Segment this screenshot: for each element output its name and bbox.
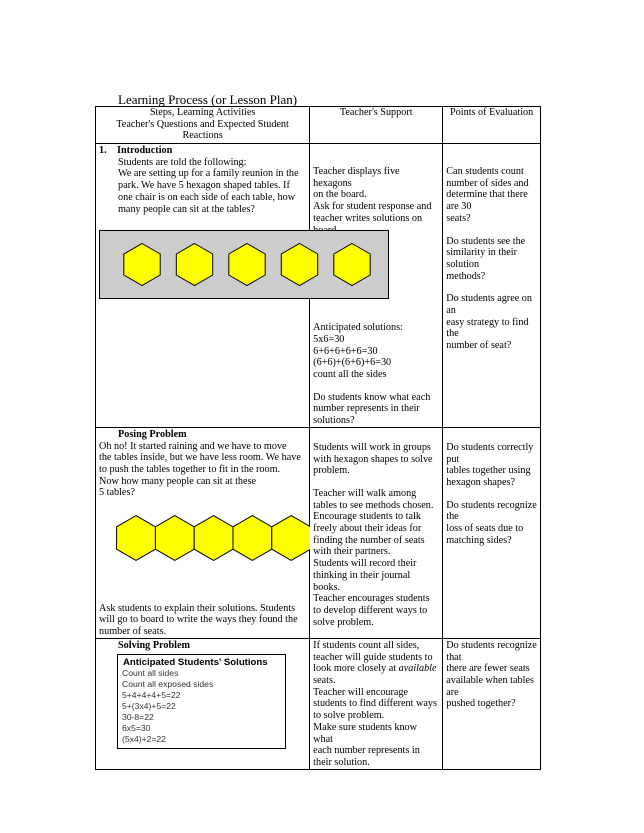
intro-line: one chair is on each side of each table, how [118, 191, 296, 203]
solving-row [96, 638, 541, 769]
posing-support-line: Students will record their [313, 558, 417, 570]
hexagon-table [229, 244, 265, 286]
joined-hexagon-table [194, 516, 233, 561]
posing-support-line: Students will work in groups [313, 441, 431, 453]
intro-eval-line: Do students agree on an [446, 293, 532, 317]
solving-eval-line: Do students recognize that [446, 639, 537, 663]
posing-support-line: solve problem. [313, 616, 374, 628]
hexagon-row-graphic [100, 231, 388, 298]
solution-item: 6x5=30 [122, 722, 151, 733]
intro-eval-line: determine that there are 30 [446, 189, 528, 213]
solving-eval-line: available when tables are [446, 674, 534, 698]
posing-line: Oh no! It started raining and we have to move [99, 440, 287, 452]
solving-eval-line: there are fewer seats [446, 663, 530, 675]
solving-support-line: students to find different ways [313, 698, 437, 710]
anticipated-solution-line: Anticipated solutions: [313, 322, 403, 334]
intro-text [99, 157, 306, 216]
header-steps-line: Reactions [182, 130, 223, 142]
solution-item: Count all exposed sides [122, 678, 214, 689]
solving-support-line: their solution. [313, 756, 370, 768]
intro-eval-line: number of seat? [446, 340, 512, 352]
page-title: Learning Process (or Lesson Plan) [118, 92, 298, 107]
posing-support-line: Encourage students to talk [313, 511, 421, 523]
header-row [96, 107, 541, 144]
intro-question-line: Do students know what each [313, 391, 431, 403]
posing-eval-line: Do students correctly put [446, 441, 534, 465]
anticipated-solution-line: 6+6+6+6+6=30 [313, 345, 378, 357]
posing-after-line: number of seats. [99, 626, 167, 638]
solutions-box-title: Anticipated Students' Solutions [123, 656, 268, 668]
solving-support-line: to solve problem. [313, 710, 385, 722]
posing-eval-line: loss of seats due to [446, 523, 524, 535]
posing-line: Now how many people can sit at these [99, 475, 257, 487]
solving-support-text: look more closely at [313, 663, 399, 675]
intro-number: 1. [99, 145, 107, 156]
header-steps-line: Teacher's Questions and Expected Student [116, 118, 289, 130]
intro-support-line: on the board. [313, 189, 367, 201]
hexagon-table [176, 244, 212, 286]
posing-support-line: Teacher will walk among [313, 487, 417, 499]
posing-support-line: with hexagon shapes to solve [313, 453, 433, 465]
anticipated-solutions-box [117, 654, 286, 749]
intro-line: park. We have 5 hexagon shaped tables. If [118, 180, 290, 192]
intro-eval-line: seats? [446, 212, 471, 224]
intro-question-line: solutions? [313, 415, 355, 427]
anticipated-solution-line: 5x6=30 [313, 333, 345, 345]
intro-eval-line: similarity in their solution [446, 247, 517, 270]
lesson-plan-table [95, 106, 541, 770]
anticipated-solution-line: (6+6)+(6+6)+6=30 [313, 357, 392, 369]
intro-line: Students are told the following: [118, 156, 247, 168]
intro-row [96, 144, 541, 428]
posing-support-line: to develop different ways to [313, 604, 428, 616]
solution-item: 5+(3x4)+5=22 [122, 700, 176, 711]
hexagon-table [281, 244, 317, 286]
solving-support-line: seats. [313, 674, 336, 686]
posing-support-line: thinking in their journal books. [313, 569, 411, 593]
solving-support-line: teacher will guide students to [313, 651, 433, 663]
intro-heading-text: Introduction [117, 145, 173, 156]
posing-eval-line: hexagon shapes? [446, 476, 515, 488]
intro-heading [99, 145, 306, 157]
posing-row [96, 427, 541, 638]
joined-hexagon-table [233, 516, 272, 561]
header-steps-line: Steps, Learning Activities [149, 107, 256, 118]
solution-item: (5x4)+2=22 [122, 733, 166, 744]
posing-evaluation-cell [443, 427, 541, 638]
intro-eval-line: methods? [446, 270, 486, 282]
intro-line: We are setting up for a family reunion in the [118, 168, 299, 180]
posing-support-line: problem. [313, 465, 350, 477]
intro-eval-line: easy strategy to find the [446, 316, 529, 340]
posing-eval-line: tables together using [446, 465, 531, 477]
posing-support-line: freely about their ideas for [313, 523, 422, 535]
posing-support-line: Teacher encourages students [313, 593, 430, 605]
posing-after-line: Ask students to explain their solutions. Students [99, 602, 296, 614]
solving-support-line: If students count all sides, [313, 639, 420, 651]
intro-evaluation-cell [443, 144, 541, 428]
header-steps [96, 107, 310, 144]
posing-support-line: tables to see methods chosen. [313, 499, 434, 511]
joined-hexagons-graphic [116, 515, 310, 561]
solution-item: Count all sides [122, 667, 179, 678]
header-evaluation: Points of Evaluation [443, 107, 541, 144]
intro-support-line: Teacher displays five hexagons [313, 166, 400, 189]
joined-hexagon-table [155, 516, 194, 561]
intro-eval-line: number of sides and [446, 177, 529, 189]
solving-support-line: Make sure students know what [313, 721, 418, 745]
solving-support-cell [310, 638, 443, 769]
intro-question-line: number represents in their [313, 403, 420, 415]
header-support: Teacher's Support [310, 107, 443, 144]
posing-support-line: with their partners. [313, 546, 391, 558]
posing-eval-line: matching sides? [446, 534, 512, 546]
five-hexagons-figure [99, 230, 389, 299]
posing-line: 5 tables? [99, 487, 135, 499]
anticipated-solution-line: count all the sides [313, 369, 387, 381]
posing-support-line: finding the number of seats [313, 534, 425, 546]
solving-support-line [313, 663, 439, 675]
joined-hexagon-table [117, 516, 156, 561]
solving-support-line: each number represents in [313, 745, 420, 757]
intro-support-line: teacher writes solutions on [313, 212, 423, 224]
posing-steps-cell [96, 427, 310, 638]
posing-after-line: will go to board to write the ways they found the [99, 614, 298, 626]
posing-support-cell [310, 427, 443, 638]
intro-support-line: Ask for student response and [313, 201, 432, 213]
posing-line: to push the tables together to fit in the room. [99, 463, 281, 475]
posing-heading: Posing Problem [118, 428, 187, 440]
solution-item: 5+4+4+4+5=22 [122, 689, 181, 700]
solution-item: 30-8=22 [122, 711, 154, 722]
posing-line: the tables inside, but we have less room. We have [99, 452, 301, 464]
intro-steps-cell [96, 144, 310, 428]
posing-eval-line: Do students recognize the [446, 499, 537, 523]
intro-eval-line: Do students see the [446, 235, 526, 247]
intro-line: many people can sit at the tables? [118, 203, 255, 215]
intro-eval-line: Can students count [446, 166, 524, 177]
hexagon-table [124, 244, 160, 286]
joined-hexagon-table [272, 516, 310, 561]
solving-eval-line: pushed together? [446, 698, 516, 710]
solving-support-line: Teacher will encourage [313, 686, 409, 698]
solving-heading: Solving Problem [118, 639, 190, 651]
solving-evaluation-cell [443, 638, 541, 769]
hexagon-table [334, 244, 370, 286]
solving-steps-cell [96, 638, 310, 769]
available-emphasis: available [398, 663, 437, 675]
